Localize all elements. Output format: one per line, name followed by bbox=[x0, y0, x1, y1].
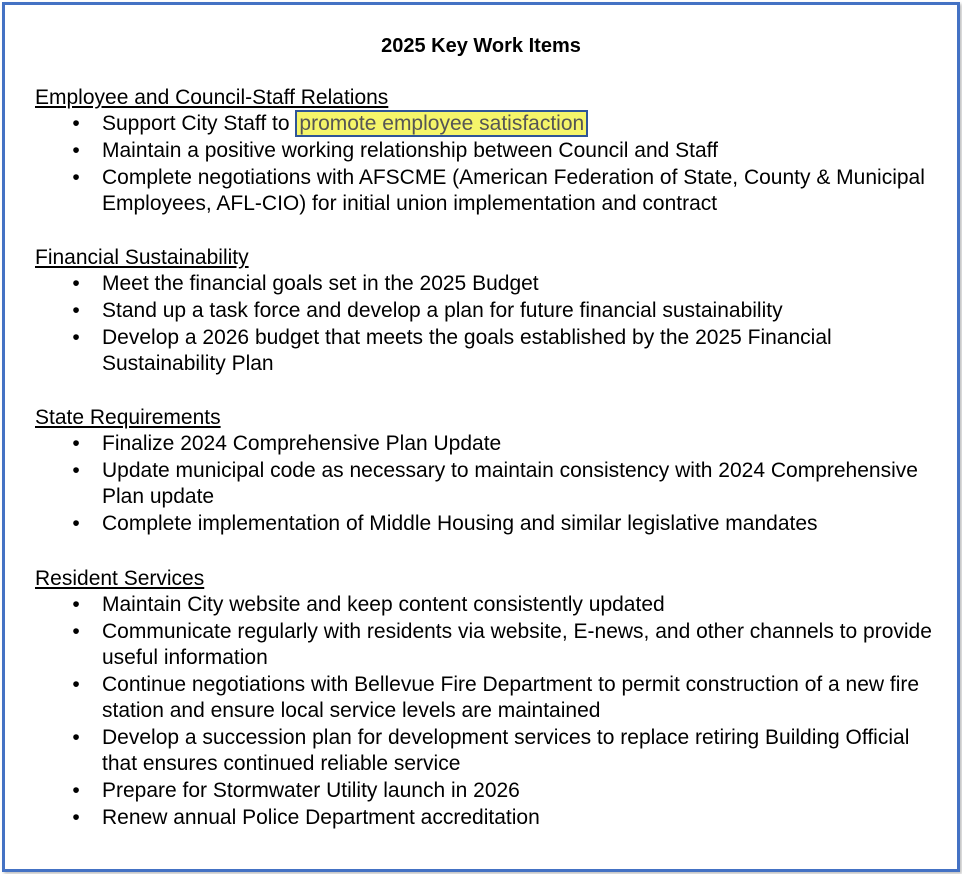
list-item-text: Meet the financial goals set in the 2025 Budget bbox=[102, 272, 539, 295]
section-resident-services bbox=[35, 566, 935, 832]
bullet-icon: • bbox=[72, 299, 80, 322]
list-item-text: Communicate regularly with residents via website, E-news, and other channels to provide useful information bbox=[102, 620, 932, 669]
bullet-icon: • bbox=[72, 512, 80, 535]
list-item bbox=[35, 511, 935, 537]
list-item-text: Update municipal code as necessary to maintain consistency with 2024 Comprehensive Plan update bbox=[102, 459, 918, 508]
bullet-icon: • bbox=[72, 593, 80, 616]
list-item-text: Develop a 2026 budget that meets the goals established by the 2025 Financial Sustainability Plan bbox=[102, 326, 832, 375]
list-item-text: Continue negotiations with Bellevue Fire Department to permit construction of a new fire station and ensure local service levels are maintained bbox=[102, 673, 920, 722]
section-state-requirements bbox=[35, 405, 935, 538]
bullet-icon: • bbox=[72, 326, 80, 349]
bullet-icon: • bbox=[72, 432, 80, 455]
list-item-text: Support City Staff to bbox=[102, 112, 296, 135]
bullet-icon: • bbox=[72, 112, 80, 135]
list-item-text: Complete negotiations with AFSCME (American Federation of State, County & Municipal Employees, AFL-CIO) for initial union implementation and contract bbox=[102, 166, 925, 215]
list-item bbox=[35, 298, 935, 324]
section-heading: Employee and Council-Staff Relations bbox=[35, 86, 389, 109]
bullet-icon: • bbox=[72, 139, 80, 162]
list-item-text: Maintain City website and keep content consistently updated bbox=[102, 593, 665, 616]
document-frame bbox=[2, 2, 960, 872]
bullet-icon: • bbox=[72, 620, 80, 643]
list-item bbox=[35, 165, 935, 217]
list-item bbox=[35, 592, 935, 618]
section-financial-sustainability bbox=[35, 245, 935, 378]
section-heading: State Requirements bbox=[35, 406, 221, 429]
list-item bbox=[35, 138, 935, 164]
list-item bbox=[35, 805, 935, 831]
list-item bbox=[35, 778, 935, 804]
bullet-icon: • bbox=[72, 673, 80, 696]
list-item-text: Prepare for Stormwater Utility launch in 2026 bbox=[102, 779, 520, 802]
list-item-text: Stand up a task force and develop a plan for future financial sustainability bbox=[102, 299, 783, 322]
list-item bbox=[35, 271, 935, 297]
highlighted-text[interactable]: promote employee satisfaction bbox=[295, 110, 588, 137]
bullet-icon: • bbox=[72, 726, 80, 749]
list-item bbox=[35, 458, 935, 510]
list-item bbox=[35, 672, 935, 724]
list-item bbox=[35, 619, 935, 671]
list-item-text: Develop a succession plan for development services to replace retiring Building Official that ensures continued reliable service bbox=[102, 726, 910, 775]
bullet-icon: • bbox=[72, 459, 80, 482]
bullet-icon: • bbox=[72, 272, 80, 295]
bullet-icon: • bbox=[72, 779, 80, 802]
bullet-icon: • bbox=[72, 806, 80, 829]
list-item bbox=[35, 431, 935, 457]
list-item-text: Renew annual Police Department accreditation bbox=[102, 806, 540, 829]
list-item-text: Maintain a positive working relationship between Council and Staff bbox=[102, 139, 718, 162]
list-item bbox=[35, 111, 935, 137]
page-title: 2025 Key Work Items bbox=[381, 35, 581, 57]
list-item-text: Complete implementation of Middle Housing and similar legislative mandates bbox=[102, 512, 818, 535]
section-heading: Financial Sustainability bbox=[35, 246, 249, 269]
section-employee-relations bbox=[35, 85, 935, 218]
list-item bbox=[35, 325, 935, 377]
list-item-text: Finalize 2024 Comprehensive Plan Update bbox=[102, 432, 502, 455]
section-heading: Resident Services bbox=[35, 567, 205, 590]
list-item bbox=[35, 725, 935, 777]
bullet-icon: • bbox=[72, 166, 80, 189]
